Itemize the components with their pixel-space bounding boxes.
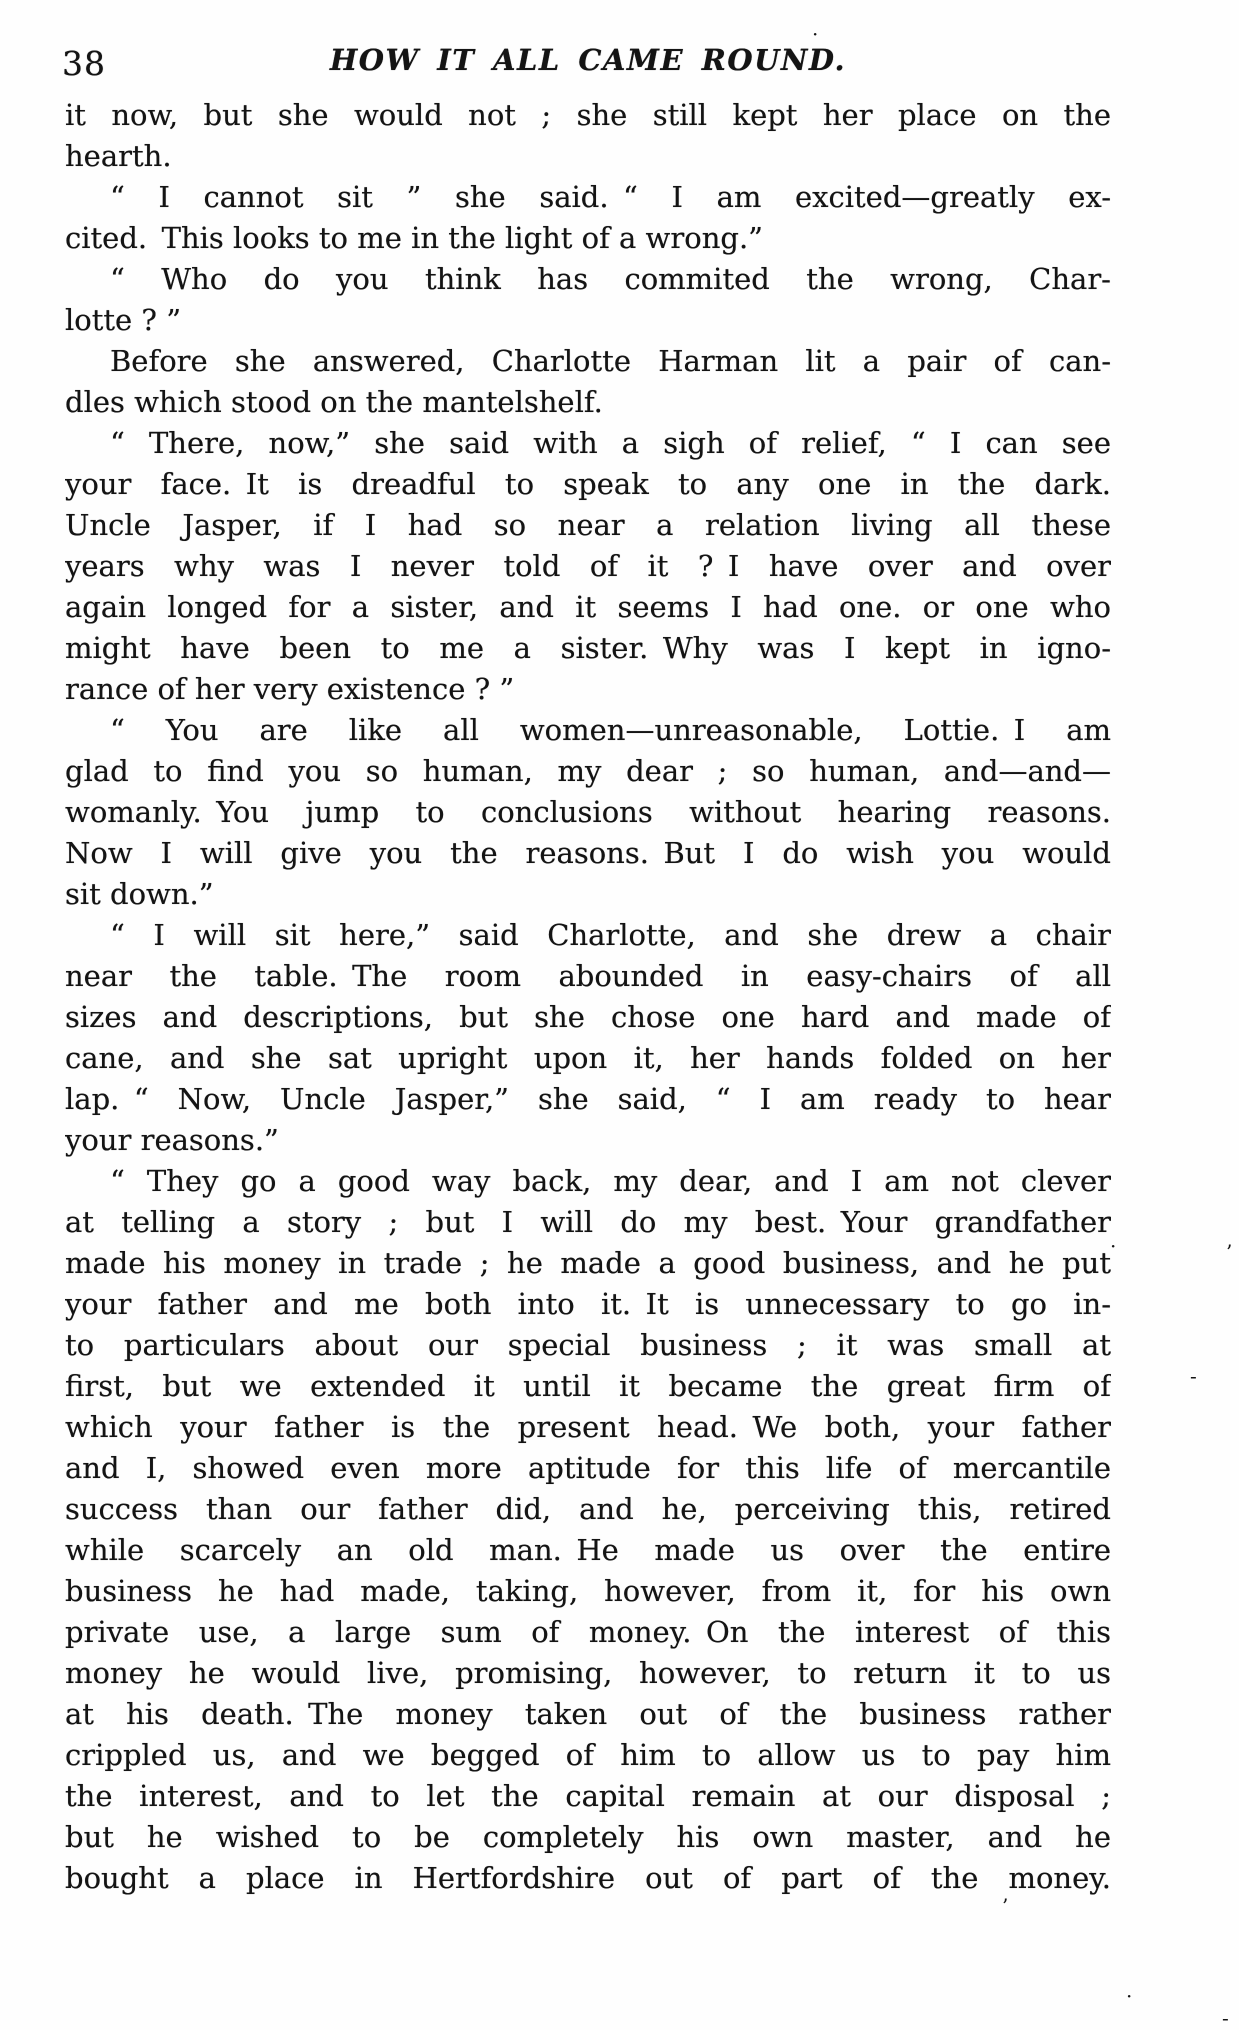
text-line: at telling a story ; but I will do my best. Your grandfather (65, 1205, 1111, 1239)
text-line: might have been to me a sister. Why was I kept in igno- (65, 631, 1111, 665)
text-line: but he wished to be completely his own master, and he (65, 1820, 1111, 1854)
text-line: “ They go a good way back, my dear, and I am not clever (110, 1164, 1111, 1198)
scan-speck: · (812, 22, 819, 46)
text-line: sit down.” (65, 877, 214, 911)
text-line: to particulars about our special business ; it was small at (65, 1328, 1111, 1362)
page-header (0, 0, 1239, 95)
text-line: womanly. You jump to conclusions without hearing reasons. (65, 795, 1111, 829)
scan-speck: - (1190, 1364, 1197, 1388)
running-header: HOW IT ALL CAME ROUND. (329, 43, 847, 77)
text-line: at his death. The money taken out of the business rather (65, 1697, 1111, 1731)
text-line: first, but we extended it until it became the great firm of (65, 1369, 1111, 1403)
scan-speck: - (1222, 2006, 1229, 2030)
text-line: which your father is the present head. We both, your father (65, 1410, 1111, 1444)
text-line: your face. It is dreadful to speak to any one in the dark. (65, 467, 1111, 501)
text-line: “ There, now,” she said with a sigh of relief, “ I can see (110, 426, 1111, 460)
text-line: glad to find you so human, my dear ; so human, and—and— (65, 754, 1111, 788)
text-line: “ I will sit here,” said Charlotte, and she drew a chair (110, 918, 1111, 952)
text-line: near the table. The room abounded in easy-chairs of all (65, 959, 1111, 993)
text-line: “ I cannot sit ” she said. “ I am excited—greatly ex- (110, 180, 1111, 214)
text-line: your reasons.” (65, 1123, 279, 1157)
text-line: success than our father did, and he, perceiving this, retired (65, 1492, 1111, 1526)
text-line: your father and me both into it. It is unnecessary to go in- (65, 1287, 1111, 1321)
page-body (65, 95, 1111, 1899)
text-line: years why was I never told of it ? I have over and over (65, 549, 1111, 583)
text-line: rance of her very existence ? ” (65, 672, 515, 706)
scan-speck: ’ (1226, 1240, 1233, 1264)
text-line: Uncle Jasper, if I had so near a relation living all these (65, 508, 1111, 542)
text-line: dles which stood on the mantelshelf. (65, 385, 603, 419)
text-line: “ You are like all women—unreasonable, Lottie. I am (110, 713, 1111, 747)
scan-speck: ’ (1002, 1894, 1009, 1918)
text-line: money he would live, promising, however, to return it to us (65, 1656, 1111, 1690)
page-number: 38 (62, 44, 106, 83)
text-line: “ Who do you think has commited the wrong, Char- (110, 262, 1111, 296)
scan-speck: · (1110, 1234, 1117, 1258)
text-line: crippled us, and we begged of him to allow us to pay him (65, 1738, 1111, 1772)
text-line: cited. This looks to me in the light of a wrong.” (65, 221, 763, 255)
text-line: again longed for a sister, and it seems I had one. or one who (65, 590, 1111, 624)
text-line: lotte ? ” (65, 303, 182, 337)
text-line: bought a place in Hertfordshire out of part of the money. (65, 1861, 1111, 1895)
text-line: private use, a large sum of money. On the interest of this (65, 1615, 1111, 1649)
text-line: made his money in trade ; he made a good business, and he put (65, 1246, 1111, 1280)
text-line: business he had made, taking, however, from it, for his own (65, 1574, 1111, 1608)
text-line: lap. “ Now, Uncle Jasper,” she said, “ I am ready to hear (65, 1082, 1111, 1116)
text-line: and I, showed even more aptitude for this life of mercantile (65, 1451, 1111, 1485)
text-line: sizes and descriptions, but she chose one hard and made of (65, 1000, 1111, 1034)
text-line: hearth. (65, 139, 172, 173)
text-line: Before she answered, Charlotte Harman lit a pair of can- (110, 344, 1111, 378)
text-line: the interest, and to let the capital remain at our disposal ; (65, 1779, 1111, 1813)
scan-speck: · (1126, 1984, 1133, 2008)
text-line: it now, but she would not ; she still kept her place on the (65, 98, 1111, 132)
text-line: while scarcely an old man. He made us over the entire (65, 1533, 1111, 1567)
text-line: Now I will give you the reasons. But I do wish you would (65, 836, 1111, 870)
text-line: cane, and she sat upright upon it, her hands folded on her (65, 1041, 1111, 1075)
